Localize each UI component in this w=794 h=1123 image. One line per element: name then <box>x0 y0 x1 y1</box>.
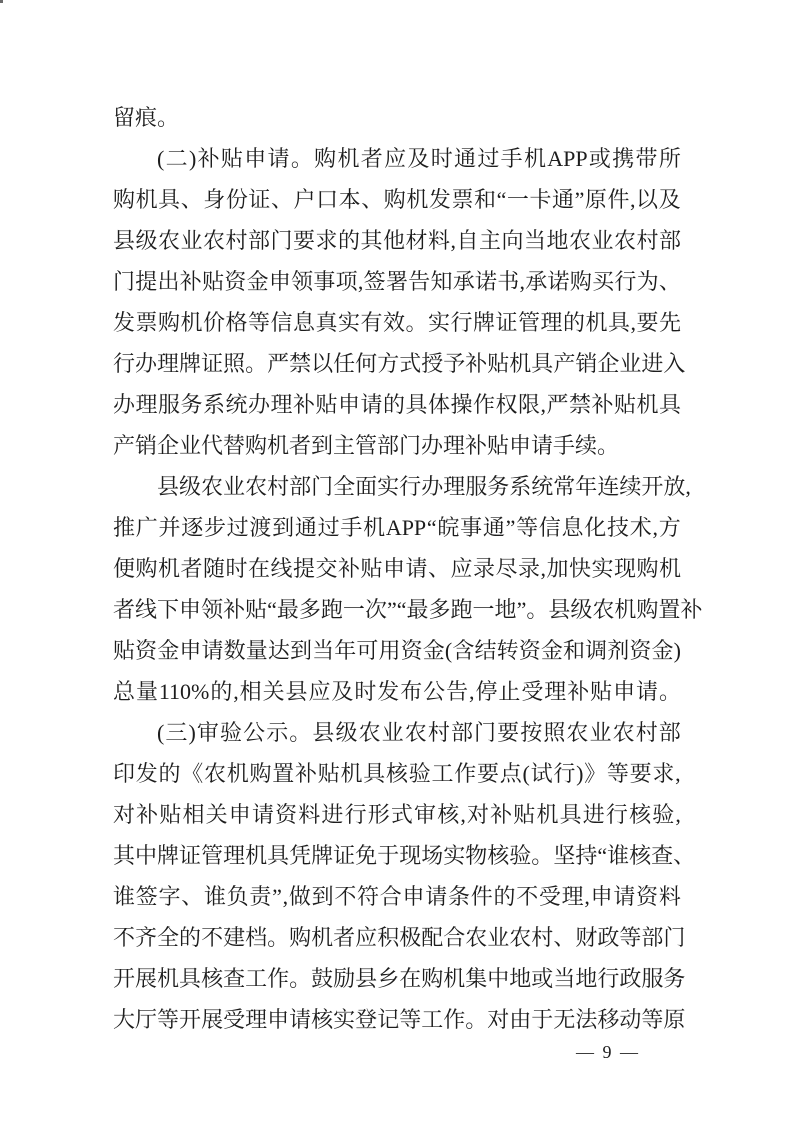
text-line: 门 提 出 补 贴 资 金 申 领 事 项 , 签 署 告 知 承 诺 书 , 承 诺 购 买 行 为 、 <box>113 269 681 294</box>
text-line: 购 机 具 、 身 份 证 、 户 口 本 、 购 机 发 票 和 “ 一 卡 通 ” 原 件 , 以 及 <box>113 187 681 212</box>
text-line: 留痕。 <box>113 105 180 130</box>
text-line: 发 票 购 机 价 格 等 信 息 真 实 有 效 。 实 行 牌 证 管 理 的 机 具 , 要 先 <box>113 310 681 335</box>
text-line: 县 级 农 业 农 村 部 门 要 求 的 其 他 材 料 , 自 主 向 当 地 农 业 农 村 部 <box>113 228 681 253</box>
text-line: 总 量 110% 的 , 相 关 县 应 及 时 发 布 公 告 , 停 止 受 理 补 贴 申 请 。 <box>113 679 681 704</box>
text-line: 县 级 农 业 农 村 部 门 全 面 实 行 办 理 服 务 系 统 常 年 连 续 开 放 , <box>157 474 691 499</box>
text-line: 推 广 并 逐 步 过 渡 到 通 过 手 机 APP “ 皖 事 通 ” 等 信 息 化 技 术 , 方 <box>113 515 681 540</box>
text-line: 谁 签 字 、 谁 负 责 ” , 做 到 不 符 合 申 请 条 件 的 不 受 理 , 申 请 资 料 <box>113 884 681 909</box>
text-line: ( 三 ) 审 验 公 示 。 县 级 农 业 农 村 部 门 要 按 照 农 业 农 村 部 <box>157 720 681 745</box>
text-line: ( 二 ) 补 贴 申 请 。 购 机 者 应 及 时 通 过 手 机 APP 或 携 带 所 <box>157 146 681 171</box>
text-line: 便 购 机 者 随 时 在 线 提 交 补 贴 申 请 、 应 录 尽 录 , 加 快 实 现 购 机 <box>113 556 681 581</box>
text-line: 产销企业代替购机者到主管部门办理补贴申请手续。 <box>113 433 620 458</box>
text-line: 对 补 贴 相 关 申 请 资 料 进 行 形 式 审 核 , 对 补 贴 机 具 进 行 核 验 , <box>113 802 681 827</box>
text-line: 不 齐 全 的 不 建 档 。 购 机 者 应 积 极 配 合 农 业 农 村 、 财 政 等 部 门 <box>113 925 686 950</box>
text-line: 印 发 的 《 农 机 购 置 补 贴 机 具 核 验 工 作 要 点 ( 试 行 ) 》 等 要 求 , <box>113 761 681 786</box>
text-line: 开 展 机 具 核 查 工 作 。 鼓 励 县 乡 在 购 机 集 中 地 或 当 地 行 政 服 务 <box>113 966 686 991</box>
text-line: 行 办 理 牌 证 照 。 严 禁 以 任 何 方 式 授 予 补 贴 机 具 产 销 企 业 进 入 <box>113 351 686 376</box>
text-line: 者 线 下 申 领 补 贴 “ 最 多 跑 一 次 ” “ 最 多 跑 一 地 ” 。 县 级 农 机 购 置 补 <box>113 597 703 622</box>
document-body <box>113 97 703 1040</box>
text-line: 其 中 牌 证 管 理 机 具 凭 牌 证 免 于 现 场 实 物 核 验 。 坚 持 “ 谁 核 查 、 <box>113 843 696 868</box>
text-line: 贴 资 金 申 请 数 量 达 到 当 年 可 用 资 金 ( 含 结 转 资 金 和 调 剂 资 金 ) <box>113 638 681 663</box>
scan-artifact <box>0 0 3 3</box>
text-line: 办 理 服 务 系 统 办 理 补 贴 申 请 的 具 体 操 作 权 限 , 严 禁 补 贴 机 具 <box>113 392 681 417</box>
text-line: 大 厅 等 开 展 受 理 申 请 核 实 登 记 等 工 作 。 对 由 于 无 法 移 动 等 原 <box>113 1007 686 1032</box>
page-number: — 9 — <box>576 1042 640 1062</box>
